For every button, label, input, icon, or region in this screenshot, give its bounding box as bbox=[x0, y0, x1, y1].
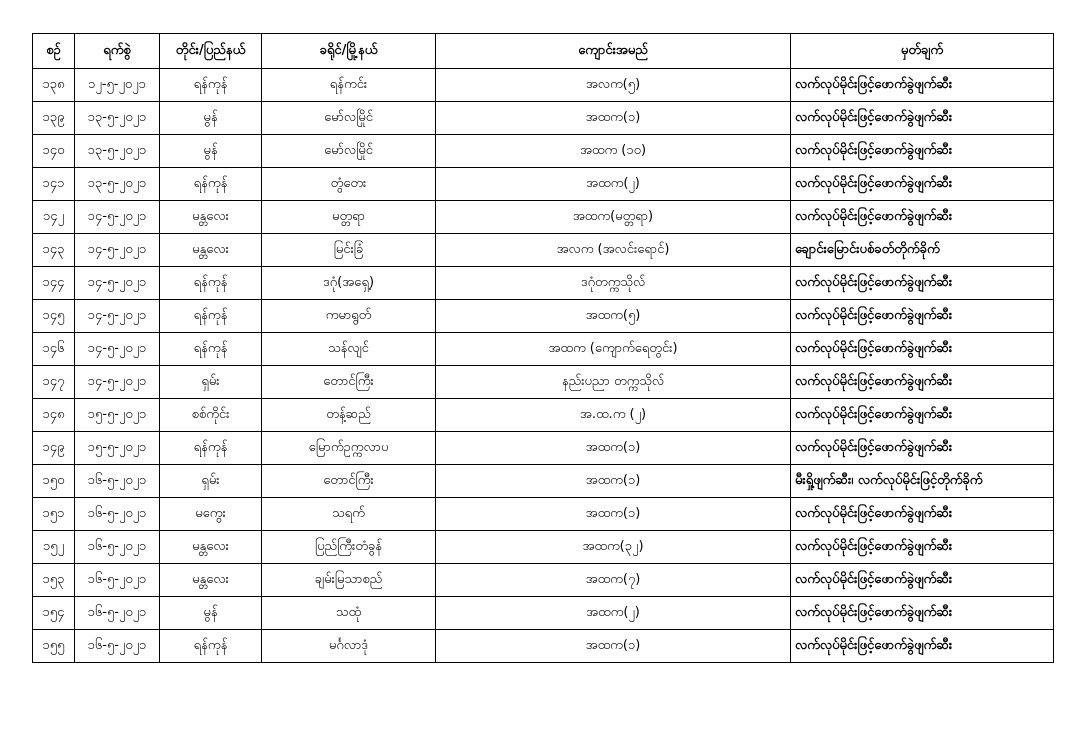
township-cell: မြောက်ဥက္ကလာပ bbox=[262, 432, 436, 465]
date-cell: ၁၂-၅-၂၀၂၁ bbox=[75, 69, 160, 102]
remark-cell: လက်လုပ်မိုင်းဖြင့်ဖောက်ခွဲဖျက်ဆီး bbox=[791, 201, 1054, 234]
township-cell: တောင်ကြီး bbox=[262, 465, 436, 498]
serial-cell: ၁၄၄ bbox=[33, 267, 75, 300]
region-cell: ရန်ကုန် bbox=[160, 168, 262, 201]
table-row bbox=[33, 234, 1054, 267]
school-cell: အလက(၅) bbox=[436, 69, 791, 102]
school-cell: အထက(၇) bbox=[436, 564, 791, 597]
township-cell: မော်လမြိုင် bbox=[262, 135, 436, 168]
remark-cell: လက်လုပ်မိုင်းဖြင့်ဖောက်ခွဲဖျက်ဆီး bbox=[791, 69, 1054, 102]
date-cell: ၁၄-၅-၂၀၂၁ bbox=[75, 300, 160, 333]
school-cell: အထက(၁) bbox=[436, 630, 791, 663]
serial-cell: ၁၅၅ bbox=[33, 630, 75, 663]
table-row bbox=[33, 69, 1054, 102]
region-cell: မွန် bbox=[160, 135, 262, 168]
table-row bbox=[33, 168, 1054, 201]
township-cell: တောင်ကြီး bbox=[262, 366, 436, 399]
serial-cell: ၁၄၀ bbox=[33, 135, 75, 168]
remark-cell: လက်လုပ်မိုင်းဖြင့်ဖောက်ခွဲဖျက်ဆီး bbox=[791, 597, 1054, 630]
region-cell: မန္တလေး bbox=[160, 564, 262, 597]
region-cell: စစ်ကိုင်း bbox=[160, 399, 262, 432]
remark-cell: လက်လုပ်မိုင်းဖြင့်ဖောက်ခွဲဖျက်ဆီး bbox=[791, 399, 1054, 432]
region-cell: ရန်ကုန် bbox=[160, 333, 262, 366]
school-cell: အထက(၅) bbox=[436, 300, 791, 333]
serial-cell: ၁၄၃ bbox=[33, 234, 75, 267]
date-cell: ၁၆-၅-၂၀၂၁ bbox=[75, 498, 160, 531]
remark-cell: မီးရှို့ဖျက်ဆီး၊ လက်လုပ်မိုင်းဖြင့်တိုက်ခိုက် bbox=[791, 465, 1054, 498]
township-cell: မင်္ဂလာဒုံ bbox=[262, 630, 436, 663]
header-date: ရက်စွဲ bbox=[75, 34, 160, 69]
remark-cell: လက်လုပ်မိုင်းဖြင့်ဖောက်ခွဲဖျက်ဆီး bbox=[791, 498, 1054, 531]
remark-cell: လက်လုပ်မိုင်းဖြင့်ဖောက်ခွဲဖျက်ဆီး bbox=[791, 630, 1054, 663]
region-cell: မန္တလေး bbox=[160, 234, 262, 267]
school-cell: အထက(မတ္တရာ) bbox=[436, 201, 791, 234]
remark-cell: လက်လုပ်မိုင်းဖြင့်ဖောက်ခွဲဖျက်ဆီး bbox=[791, 333, 1054, 366]
region-cell: ရန်ကုန် bbox=[160, 300, 262, 333]
header-remarks: မှတ်ချက် bbox=[791, 34, 1054, 69]
table-row bbox=[33, 135, 1054, 168]
region-cell: မန္တလေး bbox=[160, 201, 262, 234]
school-cell: အထက(၁) bbox=[436, 102, 791, 135]
table-row bbox=[33, 498, 1054, 531]
date-cell: ၁၆-၅-၂၀၂၁ bbox=[75, 564, 160, 597]
table-row bbox=[33, 267, 1054, 300]
date-cell: ၁၆-၅-၂၀၂၁ bbox=[75, 531, 160, 564]
serial-cell: ၁၄၆ bbox=[33, 333, 75, 366]
township-cell: တန့်ဆည် bbox=[262, 399, 436, 432]
table-row bbox=[33, 597, 1054, 630]
date-cell: ၁၅-၅-၂၀၂၁ bbox=[75, 432, 160, 465]
township-cell: ချမ်းမြသာစည် bbox=[262, 564, 436, 597]
table-row bbox=[33, 630, 1054, 663]
header-school: ကျောင်းအမည် bbox=[436, 34, 791, 69]
township-cell: မတ္တရာ bbox=[262, 201, 436, 234]
school-cell: အထက (၁၀) bbox=[436, 135, 791, 168]
remark-cell: လက်လုပ်မိုင်းဖြင့်ဖောက်ခွဲဖျက်ဆီး bbox=[791, 168, 1054, 201]
date-cell: ၁၆-၅-၂၀၂၁ bbox=[75, 465, 160, 498]
township-cell: သရက် bbox=[262, 498, 436, 531]
date-cell: ၁၄-၅-၂၀၂၁ bbox=[75, 234, 160, 267]
date-cell: ၁၆-၅-၂၀၂၁ bbox=[75, 597, 160, 630]
header-row bbox=[33, 34, 1054, 69]
date-cell: ၁၃-၅-၂၀၂၁ bbox=[75, 168, 160, 201]
township-cell: တွံတေး bbox=[262, 168, 436, 201]
date-cell: ၁၃-၅-၂၀၂၁ bbox=[75, 102, 160, 135]
school-cell: အထက(၂) bbox=[436, 597, 791, 630]
serial-cell: ၁၄၇ bbox=[33, 366, 75, 399]
remark-cell: လက်လုပ်မိုင်းဖြင့်ဖောက်ခွဲဖျက်ဆီး bbox=[791, 300, 1054, 333]
table-row bbox=[33, 465, 1054, 498]
serial-cell: ၁၅၀ bbox=[33, 465, 75, 498]
date-cell: ၁၃-၅-၂၀၂၁ bbox=[75, 135, 160, 168]
township-cell: မြင်းခြံ bbox=[262, 234, 436, 267]
table-row bbox=[33, 432, 1054, 465]
township-cell: ကမာရွတ် bbox=[262, 300, 436, 333]
remark-cell: လက်လုပ်မိုင်းဖြင့်ဖောက်ခွဲဖျက်ဆီး bbox=[791, 432, 1054, 465]
region-cell: ရန်ကုန် bbox=[160, 267, 262, 300]
school-cell: နည်းပညာ တက္ကသိုလ် bbox=[436, 366, 791, 399]
region-cell: မကွေး bbox=[160, 498, 262, 531]
region-cell: မွန် bbox=[160, 597, 262, 630]
school-cell: အထက(၂) bbox=[436, 168, 791, 201]
table-row bbox=[33, 366, 1054, 399]
table-row bbox=[33, 564, 1054, 597]
date-cell: ၁၄-၅-၂၀၂၁ bbox=[75, 333, 160, 366]
table-row bbox=[33, 333, 1054, 366]
township-cell: သန်လျင် bbox=[262, 333, 436, 366]
serial-cell: ၁၃၉ bbox=[33, 102, 75, 135]
school-cell: အထက (ကျောက်ရေတွင်း) bbox=[436, 333, 791, 366]
date-cell: ၁၄-၅-၂၀၂၁ bbox=[75, 366, 160, 399]
region-cell: ရန်ကုန် bbox=[160, 69, 262, 102]
serial-cell: ၁၄၂ bbox=[33, 201, 75, 234]
remark-cell: လက်လုပ်မိုင်းဖြင့်ဖောက်ခွဲဖျက်ဆီး bbox=[791, 135, 1054, 168]
header-township: ခရိုင်/မြို့နယ် bbox=[262, 34, 436, 69]
table-row bbox=[33, 300, 1054, 333]
township-cell: ဒဂုံ(အရှေ့) bbox=[262, 267, 436, 300]
region-cell: မန္တလေး bbox=[160, 531, 262, 564]
date-cell: ၁၄-၅-၂၀၂၁ bbox=[75, 201, 160, 234]
remark-cell: လက်လုပ်မိုင်းဖြင့်ဖောက်ခွဲဖျက်ဆီး bbox=[791, 267, 1054, 300]
school-cell: အ.ထ.က (၂) bbox=[436, 399, 791, 432]
table-row bbox=[33, 531, 1054, 564]
remark-cell: ချောင်းမြောင်းပစ်ခတ်တိုက်ခိုက် bbox=[791, 234, 1054, 267]
township-cell: မော်လမြိုင် bbox=[262, 102, 436, 135]
serial-cell: ၁၄၁ bbox=[33, 168, 75, 201]
school-cell: အထက(၃၂) bbox=[436, 531, 791, 564]
date-cell: ၁၅-၅-၂၀၂၁ bbox=[75, 399, 160, 432]
school-cell: အထက(၁) bbox=[436, 432, 791, 465]
serial-cell: ၁၅၁ bbox=[33, 498, 75, 531]
remark-cell: လက်လုပ်မိုင်းဖြင့်ဖောက်ခွဲဖျက်ဆီး bbox=[791, 366, 1054, 399]
school-cell: အထက(၁) bbox=[436, 465, 791, 498]
region-cell: မွန် bbox=[160, 102, 262, 135]
region-cell: ရှမ်း bbox=[160, 366, 262, 399]
region-cell: ရှမ်း bbox=[160, 465, 262, 498]
remark-cell: လက်လုပ်မိုင်းဖြင့်ဖောက်ခွဲဖျက်ဆီး bbox=[791, 102, 1054, 135]
header-serial: စဉ် bbox=[33, 34, 75, 69]
region-cell: ရန်ကုန် bbox=[160, 630, 262, 663]
serial-cell: ၁၅၄ bbox=[33, 597, 75, 630]
incident-table bbox=[32, 33, 1054, 663]
table-body bbox=[33, 69, 1054, 663]
region-cell: ရန်ကုန် bbox=[160, 432, 262, 465]
serial-cell: ၁၅၂ bbox=[33, 531, 75, 564]
date-cell: ၁၆-၅-၂၀၂၁ bbox=[75, 630, 160, 663]
table-row bbox=[33, 399, 1054, 432]
serial-cell: ၁၅၃ bbox=[33, 564, 75, 597]
township-cell: ပြည်ကြီးတံခွန် bbox=[262, 531, 436, 564]
serial-cell: ၁၃၈ bbox=[33, 69, 75, 102]
table-row bbox=[33, 201, 1054, 234]
school-cell: အထက(၁) bbox=[436, 498, 791, 531]
table-row bbox=[33, 102, 1054, 135]
remark-cell: လက်လုပ်မိုင်းဖြင့်ဖောက်ခွဲဖျက်ဆီး bbox=[791, 564, 1054, 597]
serial-cell: ၁၄၈ bbox=[33, 399, 75, 432]
township-cell: သထုံ bbox=[262, 597, 436, 630]
township-cell: ရန်ကင်း bbox=[262, 69, 436, 102]
remark-cell: လက်လုပ်မိုင်းဖြင့်ဖောက်ခွဲဖျက်ဆီး bbox=[791, 531, 1054, 564]
date-cell: ၁၄-၅-၂၀၂၁ bbox=[75, 267, 160, 300]
school-cell: ဒဂုံတက္ကသိုလ် bbox=[436, 267, 791, 300]
school-cell: အလက (အလင်းရောင်) bbox=[436, 234, 791, 267]
serial-cell: ၁၄၅ bbox=[33, 300, 75, 333]
serial-cell: ၁၄၉ bbox=[33, 432, 75, 465]
header-region: တိုင်း/ပြည်နယ် bbox=[160, 34, 262, 69]
